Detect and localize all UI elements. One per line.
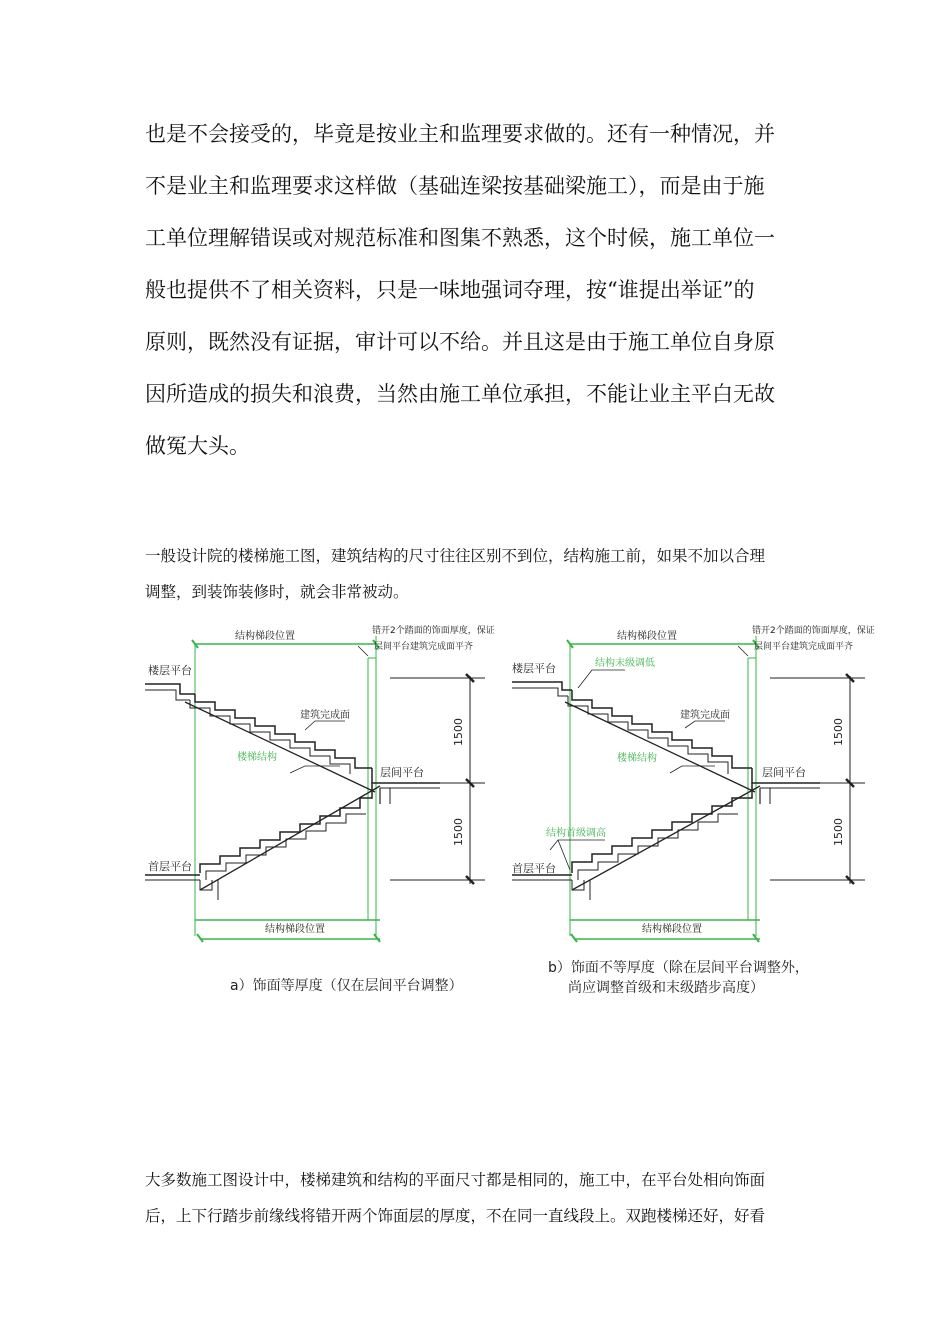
b-dim-upper: 1500 — [832, 718, 845, 746]
text-line: 调整，到装饰装修时，就会非常被动。 — [145, 583, 409, 601]
a-note-line1: 错开2个踏面的饰面厚度，保证 — [372, 626, 495, 636]
b-bottom-label: 结构梯段位置 — [642, 924, 702, 935]
text-line: 一般设计院的楼梯施工图，建筑结构的尺寸往往区别不到位，结构施工前，如果不加以合理 — [145, 547, 766, 565]
text-line: 因所造成的损失和浪费，当然由施工单位承担，不能让业主平白无故 — [145, 382, 775, 406]
b-note-line1: 错开2个踏面的饰面厚度，保证 — [752, 626, 875, 636]
stair-section-figure — [140, 618, 880, 1008]
a-caption: a）饰面等厚度（仅在层间平台调整） — [230, 978, 463, 994]
text-line: 般也提供不了相关资料，只是一味地强词夺理，按“谁提出举证”的 — [145, 278, 755, 302]
b-floor-platform: 楼层平台 — [512, 662, 556, 675]
a-mid-platform: 层间平台 — [380, 766, 424, 779]
b-first-step-note: 结构首级调高 — [546, 828, 606, 839]
b-note-line2: 层间平台建筑完成面平齐 — [754, 642, 854, 652]
b-ground-platform: 首层平台 — [512, 862, 556, 875]
b-dim-lower: 1500 — [832, 818, 845, 846]
a-dim-lower: 1500 — [452, 818, 465, 846]
text-line: 做冤大头。 — [145, 434, 250, 458]
b-caption-line1: b）饰面不等厚度（除在层间平台调整外， — [548, 960, 809, 976]
a-dim-upper: 1500 — [452, 718, 465, 746]
a-floor-platform: 楼层平台 — [148, 664, 192, 677]
paragraph-2 — [145, 538, 810, 610]
diagram-b — [512, 624, 875, 996]
b-mid-platform: 层间平台 — [762, 766, 806, 779]
a-note-line2: 层间平台建筑完成面平齐 — [374, 642, 474, 652]
text-line: 后，上下行踏步前缘线将错开两个饰面层的厚度，不在同一直线段上。双跑楼梯还好，好看 — [145, 1207, 766, 1225]
paragraph-3 — [145, 1162, 810, 1234]
text-line: 工单位理解错误或对规范标准和图集不熟悉，这个时候，施工单位一 — [145, 226, 775, 250]
b-caption-line2: 尚应调整首级和末级踏步高度） — [568, 980, 764, 996]
b-top-label: 结构梯段位置 — [617, 631, 677, 642]
a-stair-structure: 楼梯结构 — [237, 752, 277, 763]
a-bottom-label: 结构梯段位置 — [265, 924, 325, 935]
a-finish-surface: 建筑完成面 — [300, 710, 350, 721]
text-line: 大多数施工图设计中，楼梯建筑和结构的平面尺寸都是相同的，施工中，在平台处相向饰面 — [145, 1171, 766, 1189]
a-ground-platform: 首层平台 — [148, 860, 192, 873]
paragraph-1 — [145, 108, 810, 472]
text-line: 不是业主和监理要求这样做（基础连梁按基础梁施工），而是由于施 — [145, 174, 765, 198]
b-stair-structure: 楼梯结构 — [617, 753, 657, 764]
a-top-label: 结构梯段位置 — [235, 631, 295, 642]
b-finish-surface: 建筑完成面 — [680, 710, 730, 721]
b-last-step-note: 结构末级调低 — [595, 658, 655, 669]
diagram-a — [145, 624, 495, 994]
text-line: 原则，既然没有证据，审计可以不给。并且这是由于施工单位自身原 — [145, 330, 775, 354]
text-line: 也是不会接受的，毕竟是按业主和监理要求做的。还有一种情况，并 — [145, 122, 775, 146]
